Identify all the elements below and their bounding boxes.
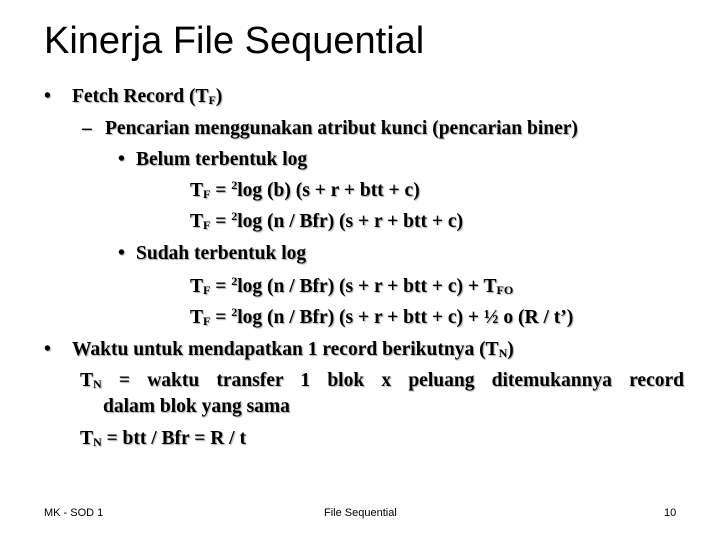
subscript: N <box>93 435 102 449</box>
page-number: 10 <box>664 507 677 519</box>
equals: = <box>210 180 232 201</box>
subscript: F <box>208 93 216 107</box>
formula-symbol: T <box>190 307 204 328</box>
sudah-terbentuk-item: Sudah terbentuk log <box>136 243 307 264</box>
formula-symbol: T <box>80 428 94 449</box>
formula-symbol: T <box>190 276 204 297</box>
superscript: 2 <box>231 209 238 223</box>
formula-symbol: T <box>190 211 204 232</box>
formula-1 <box>190 180 420 202</box>
equals: = <box>210 211 232 232</box>
formula-rest: log (n / Bfr) (s + r + btt + c) + ½ o (R / t’) <box>237 307 574 328</box>
subscript: F <box>203 283 211 297</box>
subscript: F <box>203 314 211 328</box>
tn-definition-continued: dalam blok yang sama <box>103 396 290 417</box>
formula-rest: log (n / Bfr) (s + r + btt + c) <box>237 211 464 232</box>
fetch-record-text: Fetch Record (T <box>72 86 209 107</box>
subscript: F <box>203 218 211 232</box>
superscript: 2 <box>231 178 238 192</box>
tn-formula-text: = btt / Bfr = R / t <box>101 428 246 449</box>
equals: = <box>210 307 232 328</box>
paren-close: ) <box>215 86 223 107</box>
subscript: N <box>498 346 508 360</box>
superscript: 2 <box>231 274 238 288</box>
formula-4 <box>190 307 573 329</box>
tn-definition-text: = waktu transfer 1 blok x peluang ditemukannya record <box>101 370 684 391</box>
bullet-dot: • <box>44 86 51 107</box>
paren-close: ) <box>507 339 514 360</box>
formula-3 <box>190 276 513 298</box>
belum-terbentuk-item: Belum terbentuk log <box>136 149 308 170</box>
bullet-dot: • <box>118 149 125 170</box>
waktu-text: Waktu untuk mendapatkan 1 record berikutnya (T <box>72 339 499 360</box>
subscript: N <box>93 377 102 391</box>
formula-symbol: T <box>80 370 94 391</box>
subscript: F <box>203 187 211 201</box>
bullet-dot: • <box>44 339 51 360</box>
bullet-dot: • <box>118 243 125 264</box>
footer-center: File Sequential <box>324 507 397 519</box>
pencarian-item: Pencarian menggunakan atribut kunci (pencarian biner) <box>105 118 578 139</box>
formula-2 <box>190 211 463 233</box>
dash-bullet: – <box>82 118 92 139</box>
slide-title: Kinerja File Sequential <box>44 20 425 62</box>
superscript: 2 <box>231 305 238 319</box>
fetch-record-item <box>72 86 222 108</box>
tn-formula <box>80 428 246 450</box>
formula-symbol: T <box>190 180 204 201</box>
footer-left: MK - SOD 1 <box>44 507 104 519</box>
equals: = <box>210 276 232 297</box>
tn-definition <box>80 370 684 392</box>
subscript: FO <box>496 283 514 297</box>
waktu-item <box>72 339 514 361</box>
formula-rest: log (n / Bfr) (s + r + btt + c) + T <box>237 276 497 297</box>
formula-rest: log (b) (s + r + btt + c) <box>237 180 420 201</box>
